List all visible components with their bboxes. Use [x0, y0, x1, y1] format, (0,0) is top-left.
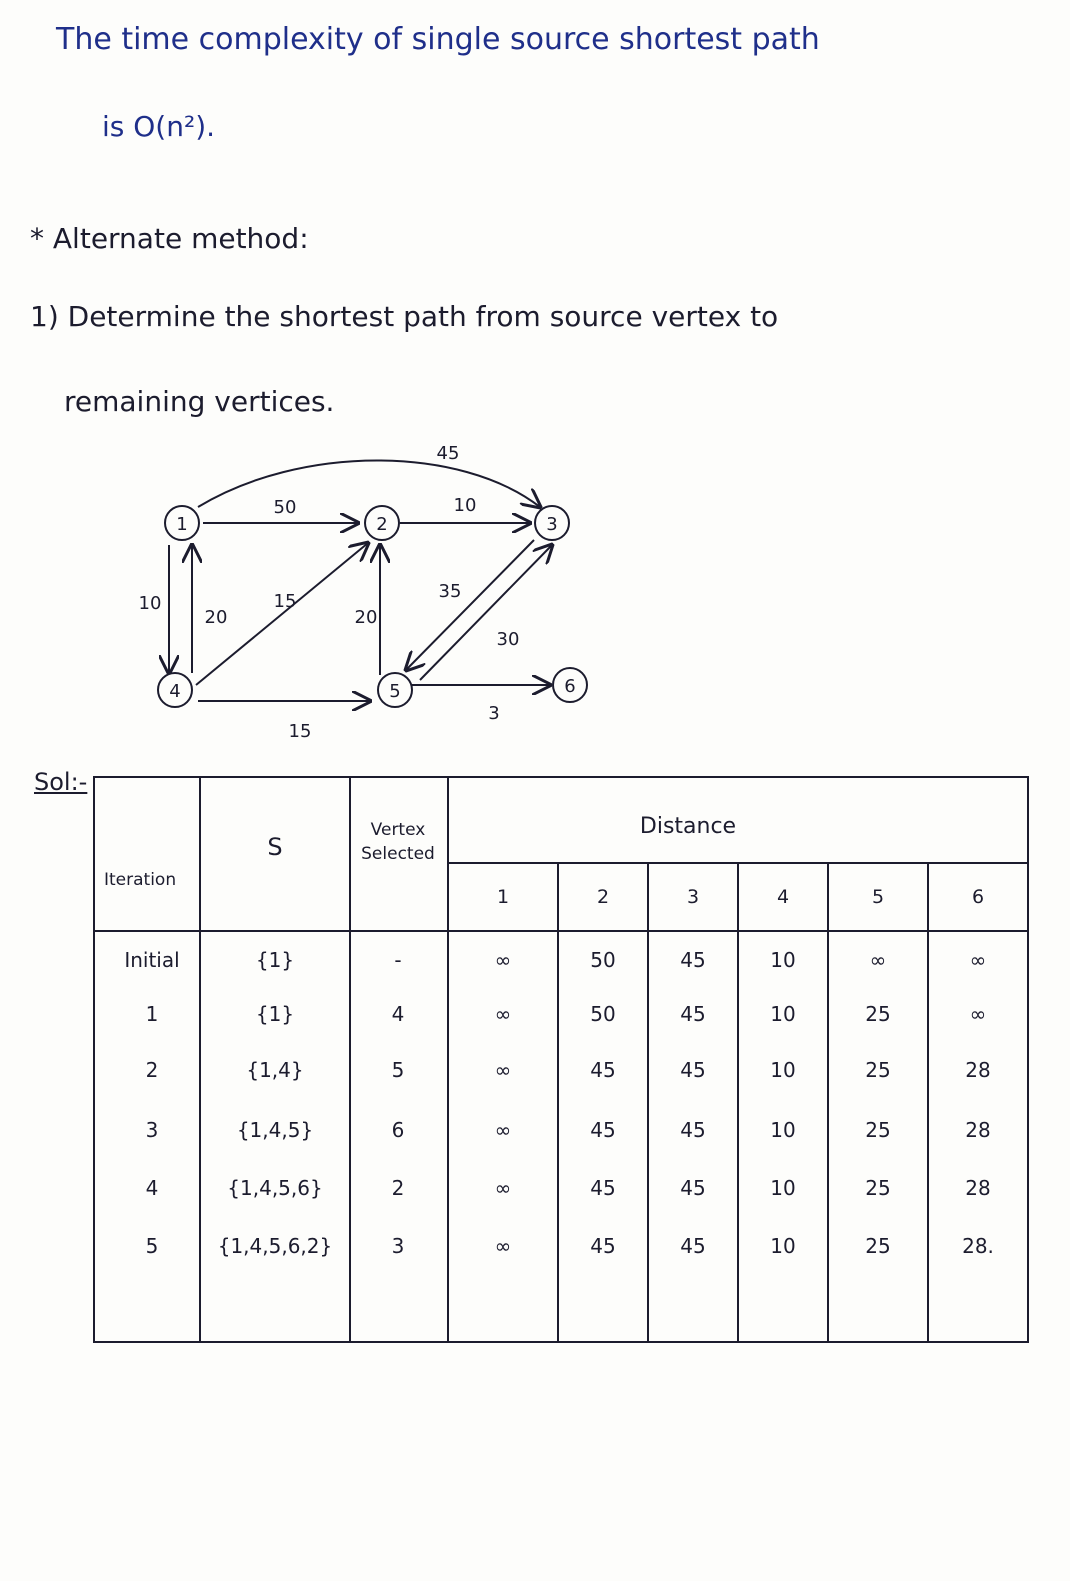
- svg-text:{1,4}: {1,4}: [246, 1058, 304, 1082]
- graph-diagram: [120, 435, 640, 755]
- node-label-3: 3: [546, 514, 558, 535]
- svg-text:45: 45: [680, 1234, 706, 1258]
- svg-text:45: 45: [590, 1118, 616, 1142]
- weight-1-2: 50: [273, 497, 297, 518]
- table-row: [146, 1176, 991, 1200]
- edge-5-3: [420, 545, 552, 680]
- node-label-4: 4: [169, 681, 181, 702]
- svg-text:5: 5: [391, 1058, 405, 1082]
- question-line-1: 1) Determine the shortest path from source vertex to: [30, 300, 779, 333]
- table-row: [146, 1058, 991, 1082]
- col-header-6: 6: [971, 886, 985, 908]
- svg-text:45: 45: [680, 1002, 706, 1026]
- title-line-2: is O(n²).: [102, 110, 216, 143]
- svg-text:25: 25: [865, 1058, 891, 1082]
- svg-text:∞: ∞: [494, 1002, 512, 1026]
- svg-text:45: 45: [680, 1176, 706, 1200]
- alternate-method-heading: * Alternate method:: [30, 222, 309, 255]
- node-label-6: 6: [564, 676, 576, 697]
- svg-text:-: -: [394, 948, 402, 972]
- iteration-table: [92, 775, 1032, 1350]
- svg-text:28: 28: [965, 1176, 991, 1200]
- col-header-1: 1: [496, 886, 510, 908]
- question-line-2: remaining vertices.: [64, 385, 335, 418]
- weight-5-3: 30: [496, 629, 520, 650]
- svg-text:∞: ∞: [494, 1176, 512, 1200]
- header-distance: Distance: [639, 814, 737, 839]
- svg-text:45: 45: [680, 948, 706, 972]
- svg-text:3: 3: [145, 1118, 159, 1142]
- svg-text:∞: ∞: [494, 1058, 512, 1082]
- svg-text:50: 50: [590, 948, 616, 972]
- svg-text:45: 45: [590, 1234, 616, 1258]
- col-header-2: 2: [596, 886, 610, 908]
- svg-text:10: 10: [770, 1118, 796, 1142]
- svg-text:25: 25: [865, 1176, 891, 1200]
- svg-text:Initial: Initial: [124, 948, 180, 972]
- title-line-1: The time complexity of single source shortest path: [56, 22, 820, 57]
- svg-text:4: 4: [145, 1176, 159, 1200]
- svg-text:25: 25: [865, 1234, 891, 1258]
- svg-text:28: 28: [965, 1118, 991, 1142]
- weight-4-2: 15: [273, 591, 297, 612]
- svg-text:25: 25: [865, 1002, 891, 1026]
- svg-text:10: 10: [770, 1058, 796, 1082]
- svg-text:45: 45: [590, 1058, 616, 1082]
- weight-3-5: 35: [438, 581, 462, 602]
- header-vertex: Vertex: [370, 820, 426, 840]
- weight-2-3: 10: [453, 495, 477, 516]
- weight-5-2: 20: [354, 607, 378, 628]
- header-s: S: [267, 833, 283, 861]
- edge-1-3: [198, 461, 540, 508]
- svg-text:∞: ∞: [494, 1234, 512, 1258]
- svg-text:1: 1: [145, 1002, 159, 1026]
- col-header-4: 4: [776, 886, 790, 908]
- svg-text:∞: ∞: [494, 1118, 512, 1142]
- svg-text:{1}: {1}: [255, 1002, 295, 1026]
- svg-text:10: 10: [770, 1002, 796, 1026]
- svg-text:25: 25: [865, 1118, 891, 1142]
- svg-text:10: 10: [770, 1234, 796, 1258]
- svg-text:10: 10: [770, 1176, 796, 1200]
- svg-text:2: 2: [145, 1058, 159, 1082]
- svg-text:2: 2: [391, 1176, 405, 1200]
- edge-3-5: [406, 540, 534, 670]
- table-row: [146, 1118, 991, 1142]
- svg-text:10: 10: [770, 948, 796, 972]
- weight-1-4: 10: [138, 593, 162, 614]
- svg-text:28: 28: [965, 1058, 991, 1082]
- svg-text:{1,4,5,6,2}: {1,4,5,6,2}: [217, 1234, 333, 1258]
- header-selected: Selected: [361, 844, 435, 864]
- svg-text:45: 45: [680, 1058, 706, 1082]
- node-label-1: 1: [176, 514, 188, 535]
- svg-text:∞: ∞: [969, 1002, 987, 1026]
- svg-text:4: 4: [391, 1002, 405, 1026]
- weight-1-3: 45: [436, 443, 460, 464]
- svg-text:50: 50: [590, 1002, 616, 1026]
- solution-label: Sol:-: [34, 768, 88, 796]
- svg-text:∞: ∞: [969, 948, 987, 972]
- svg-text:45: 45: [590, 1176, 616, 1200]
- table-row: [124, 948, 986, 972]
- svg-text:28.: 28.: [962, 1234, 994, 1258]
- svg-text:∞: ∞: [494, 948, 512, 972]
- weight-5-6: 3: [488, 703, 500, 724]
- weight-4-1: 20: [204, 607, 228, 628]
- col-header-3: 3: [686, 886, 700, 908]
- svg-text:{1,4,5,6}: {1,4,5,6}: [227, 1176, 323, 1200]
- col-header-5: 5: [871, 886, 885, 908]
- weight-4-5: 15: [288, 721, 312, 742]
- svg-text:6: 6: [391, 1118, 405, 1142]
- svg-text:{1,4,5}: {1,4,5}: [236, 1118, 314, 1142]
- table-row: [146, 1002, 987, 1026]
- node-label-2: 2: [376, 514, 388, 535]
- svg-text:5: 5: [145, 1234, 159, 1258]
- node-label-5: 5: [389, 681, 401, 702]
- table-row: [146, 1234, 994, 1258]
- svg-text:3: 3: [391, 1234, 405, 1258]
- svg-text:∞: ∞: [869, 948, 887, 972]
- svg-text:45: 45: [680, 1118, 706, 1142]
- svg-text:{1}: {1}: [255, 948, 295, 972]
- header-iteration: Iteration: [104, 870, 177, 890]
